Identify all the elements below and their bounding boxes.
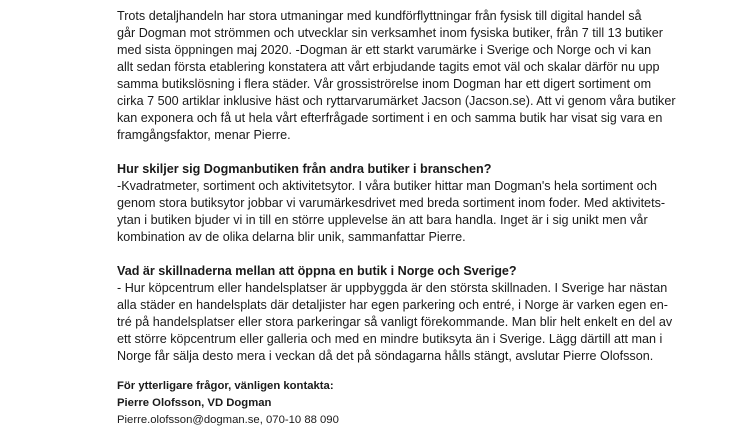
answer-line: Norge får sälja desto mera i veckan då det på söndagarna hålls stängt, avslutar Pierre Olofsson. [117, 349, 654, 363]
intro-line: Trots detaljhandeln har stora utmaningar med kundförflyttningar från fysisk till digital handel så [117, 9, 642, 23]
paragraph-spacer [117, 144, 707, 161]
contact-name: Pierre Olofsson, VD Dogman [117, 397, 272, 409]
intro-line: framgångsfaktor, menar Pierre. [117, 128, 291, 142]
answer-line: -Kvadratmeter, sortiment och aktivitetsytor. I våra butiker hittar man Dogman's hela sortiment och [117, 179, 657, 193]
section-question-heading: Hur skiljer sig Dogmanbutiken från andra butiker i branschen? [117, 162, 492, 176]
contact-separator: , [259, 414, 263, 426]
intro-line: går Dogman mot strömmen och utvecklar sin verksamhet inom fysiska butiker, från 7 till 13 butiker [117, 26, 663, 40]
contact-details [117, 412, 707, 429]
contact-lead: För ytterligare frågor, vänligen kontakta: [117, 380, 334, 392]
press-release-body [117, 8, 707, 429]
intro-line: allt sedan första etablering konstatera att vårt erbjudande tagits emot väl och skalar därför nu upp [117, 60, 660, 74]
section-question-heading: Vad är skillnaderna mellan att öppna en butik i Norge och Sverige? [117, 264, 517, 278]
contact-block [117, 378, 707, 429]
answer-line: genom stora butiksytor jobbar vi varumärkesdrivet med breda sortiment inom foder. Med aktivitets- [117, 196, 666, 210]
paragraph-spacer [117, 246, 707, 263]
section-norway-sweden [117, 263, 707, 365]
answer-line: ytan i butiken bjuder vi in till en större upplevelse än att bara handla. Inget är i sig unikt men vår [117, 213, 648, 227]
intro-line: cirka 7 500 artiklar inklusive häst och ryttarvarumärket Jacson (Jacson.se). Att vi genom våra butiker [117, 94, 676, 108]
intro-line: kan exponera och få ut hela vårt efterfrågade sortiment i en och samma butik har visat sig vara en [117, 111, 663, 125]
answer-line: kombination av de olika delarna blir unik, sammanfattar Pierre. [117, 230, 466, 244]
intro-paragraph [117, 8, 707, 144]
answer-line: tré på handelsplatser eller stora parkeringar så vanligt förekommande. Man blir helt enkelt en del av [117, 315, 673, 329]
contact-email-link[interactable]: Pierre.olofsson@dogman.se [117, 414, 260, 426]
answer-line: ett större köpcentrum eller galleria och med en mindre butiksyta än i Sverige. Lägg därtill att man i [117, 332, 663, 346]
answer-line: - Hur köpcentrum eller handelsplatser är uppbyggda är den största skillnaden. I Sverige har nästan [117, 281, 668, 295]
contact-phone: 070-10 88 090 [266, 414, 339, 426]
section-store-differences [117, 161, 707, 246]
intro-line: samma butikslösning i flera städer. Vår grossiströrelse inom Dogman har ett digert sortiment om [117, 77, 652, 91]
intro-line: med sista öppningen maj 2020. -Dogman är ett starkt varumärke i Sverige och Norge och vi kan [117, 43, 652, 57]
answer-line: alla städer en handelsplats där detaljister har egen parkering och entré, i Norge är varken egen en- [117, 298, 668, 312]
